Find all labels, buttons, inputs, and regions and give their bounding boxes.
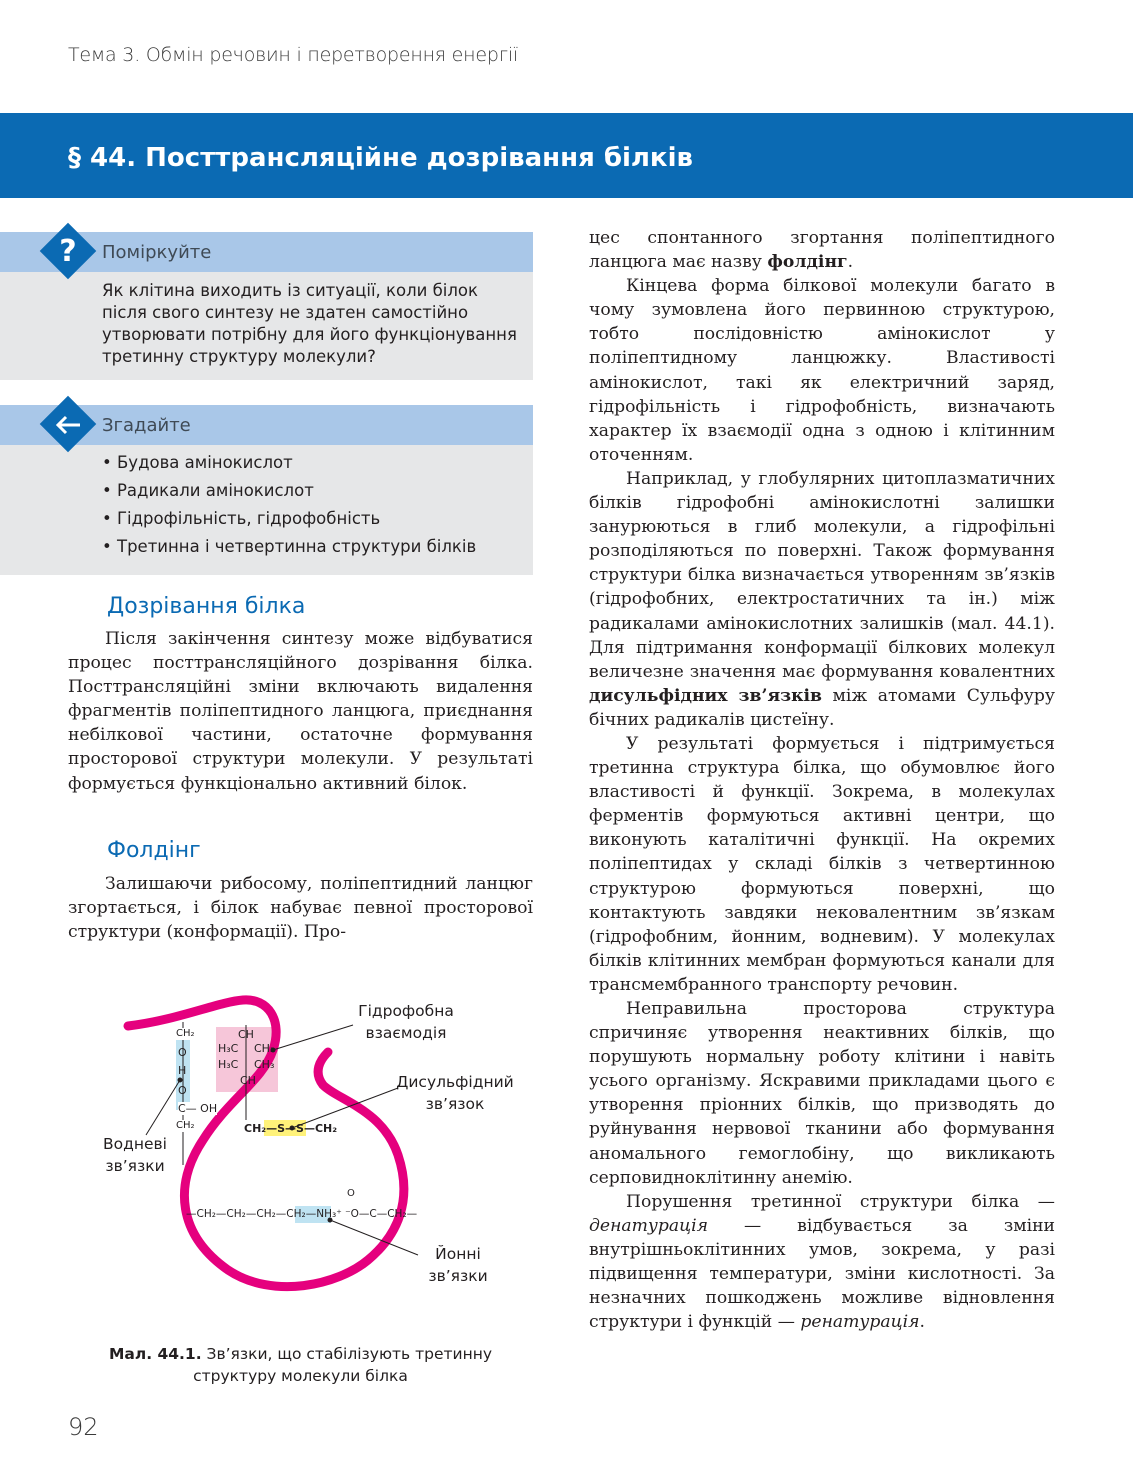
list-item: • Гідрофільність, гідрофобність	[102, 508, 476, 536]
chem-ch-top: CH	[238, 1028, 254, 1041]
paragraph	[589, 467, 1055, 732]
question-icon: ?	[59, 234, 77, 269]
label-disulfide-line1: Дисульфідний	[396, 1073, 514, 1091]
text-run: цес спонтанного згортання поліпептидного ланцюга має назву	[589, 228, 1055, 273]
chem-o: O	[178, 1084, 187, 1097]
think-box-header	[0, 232, 533, 272]
figure-44-1	[68, 990, 533, 1335]
pointer-hydrophobic	[273, 1025, 353, 1050]
pointer-dot	[178, 1078, 183, 1083]
paragraph: Неправильна просторова структура спричиняє утворення неактивних білків, що порушують нормальну роботу клітини і навіть усього організму. Яскравими прикладами цього є утворення пріонних білків, що призводять до руйнування нервової тканини або формування аномального гемоглобіну, що викликають серповидноклітинну анемію.	[589, 999, 1055, 1188]
arrow-left-icon	[46, 405, 90, 445]
chem-h3c: H₃C	[218, 1058, 239, 1071]
term-denaturation: денатурація	[589, 1215, 709, 1236]
section-text-maturation: Після закінчення синтезу може відбуватися процес посттрансляційного дозрівання білка. Посттрансляційні зміни включають видалення фрагментів поліпептидного ланцюга, приєднання небілкової частини, остаточне формування просторової структури молекули. У результаті формується функціонально активний білок.	[68, 629, 533, 794]
label-hydrogen-line2: зв’язки	[105, 1157, 165, 1175]
chem-ch-bottom: CH	[240, 1074, 256, 1087]
label-hydrophobic	[351, 1000, 461, 1044]
chem-ionic-chain: —CH₂—CH₂—CH₂—CH₂—NH₃⁺ ⁻O—C—CH₂—	[186, 1208, 418, 1220]
text-run: Наприклад, у глобулярних цитоплазматичних білків гідрофобні амінокислотні залишки занурюються в глиб молекули, а гідрофільні розподіляються по поверхні. Також формування структури білка визначається утворенням зв’язків (гідрофобних, електростатичних та ін.) між радикалами амінокислотних залишків (мал. 44.1). Для підтримання конформації білкових молекул величезне значення має формування ковалентних	[589, 468, 1055, 682]
paragraph: У результаті формується і підтримується третинна структура білка, що обумовлює його властивості й функції. Зокрема, в молекулах ферментів формуються активні центри, що виконують каталітичні функції. На окремих поліпептидах у складі білків з четвертинною структурою формуються поверхні, що контактують завдяки нековалентним зв’язкам (гідрофобним, йонним, водневим). У молекулах білків клітинних мембран формуються канали для трансмембранного транспорту речовин.	[589, 733, 1055, 995]
chem-disulfide: CH₂—S—S—CH₂	[244, 1122, 338, 1135]
pointer-hbond	[146, 1080, 180, 1135]
think-label: Поміркуйте	[102, 242, 212, 263]
label-ionic-line2: зв’язки	[428, 1267, 488, 1285]
page-title: § 44. Посттрансляційне дозрівання білків	[68, 143, 693, 173]
figure-caption	[68, 1343, 533, 1387]
caption-text: Зв’язки, що стабілізують третинну структуру молекули білка	[193, 1345, 493, 1385]
text-run: .	[919, 1312, 925, 1333]
text-run: .	[847, 252, 854, 273]
label-hydrophobic-line2: взаємодія	[365, 1024, 447, 1042]
paragraph: Кінцева форма білкової молекули багато в чому зумовлена його первинною структурою, тобто послідовністю амінокислот у поліпептидному ланцюжку. Властивості амінокислот, такі як електричний заряд, гідрофільність і гідрофобність, визначають характер їх взаємодії одна з одною і клітинним оточенням.	[589, 276, 1055, 465]
chem-o: O	[347, 1188, 355, 1199]
label-disulfide	[390, 1071, 520, 1115]
title-band	[0, 113, 1133, 198]
recall-box	[0, 405, 533, 575]
label-hydrogen-line1: Водневі	[103, 1135, 167, 1153]
recall-box-header	[0, 405, 533, 445]
label-disulfide-line2: зв’язок	[425, 1095, 485, 1113]
caption-number: Мал. 44.1.	[108, 1345, 202, 1363]
term-renaturation: ренатурація	[800, 1312, 920, 1333]
text-run: Порушення третинної структури білка —	[626, 1191, 1055, 1212]
label-hydrophobic-line1: Гідрофобна	[358, 1002, 454, 1020]
section-text-folding: Залишаючи рибосому, поліпептидний ланцюг згортається, і білок набуває певної просторової структури (конформації). Про-	[68, 874, 533, 943]
paragraph	[589, 1190, 1055, 1335]
paragraph	[589, 226, 1055, 274]
term-disulfide: дисульфідних зв’язків	[589, 685, 822, 706]
recall-label: Згадайте	[102, 415, 191, 436]
list-item: • Будова амінокислот	[102, 452, 476, 480]
running-head: Тема 3. Обмін речовин і перетворення енергії	[68, 44, 519, 66]
recall-list	[102, 452, 476, 564]
section-heading-maturation: Дозрівання білка	[107, 594, 306, 619]
section-heading-folding: Фолдінг	[107, 838, 201, 863]
right-column	[589, 226, 1055, 1334]
label-ionic-line1: Йонні	[435, 1245, 481, 1263]
think-box	[0, 232, 533, 380]
text-run: — відбувається за зміни внутрішньоклітинних умов, зокрема, у разі підвищення температури, зміни кислотності. За незначних пошкоджень можливе відновлення структури і функцій —	[589, 1215, 1055, 1333]
think-text: Як клітина виходить із ситуації, коли білок після свого синтезу не здатен самостійно утворювати потрібну для його функціонування третинну структуру молекули?	[102, 281, 517, 366]
chem-ch2: CH₂	[176, 1028, 195, 1039]
chem-o: O	[178, 1046, 187, 1059]
label-ionic	[418, 1243, 498, 1287]
chem-ch3: CH₃	[254, 1058, 275, 1071]
chem-ch2: CH₂	[176, 1120, 195, 1131]
chem-h3c: H₃C	[218, 1042, 239, 1055]
chem-c-oh: C— OH	[178, 1102, 218, 1115]
list-item: • Третинна і четвертинна структури білків	[102, 536, 476, 564]
chem-h: H	[178, 1064, 187, 1077]
text-run: між атомами Сульфуру бічних радикалів цистеїну.	[589, 685, 1055, 730]
term-folding: фолдінг	[767, 252, 848, 273]
chem-ch3: CH₃	[254, 1042, 275, 1055]
page-number: 92	[68, 1413, 99, 1441]
label-hydrogen	[95, 1133, 175, 1177]
list-item: • Радикали амінокислот	[102, 480, 476, 508]
